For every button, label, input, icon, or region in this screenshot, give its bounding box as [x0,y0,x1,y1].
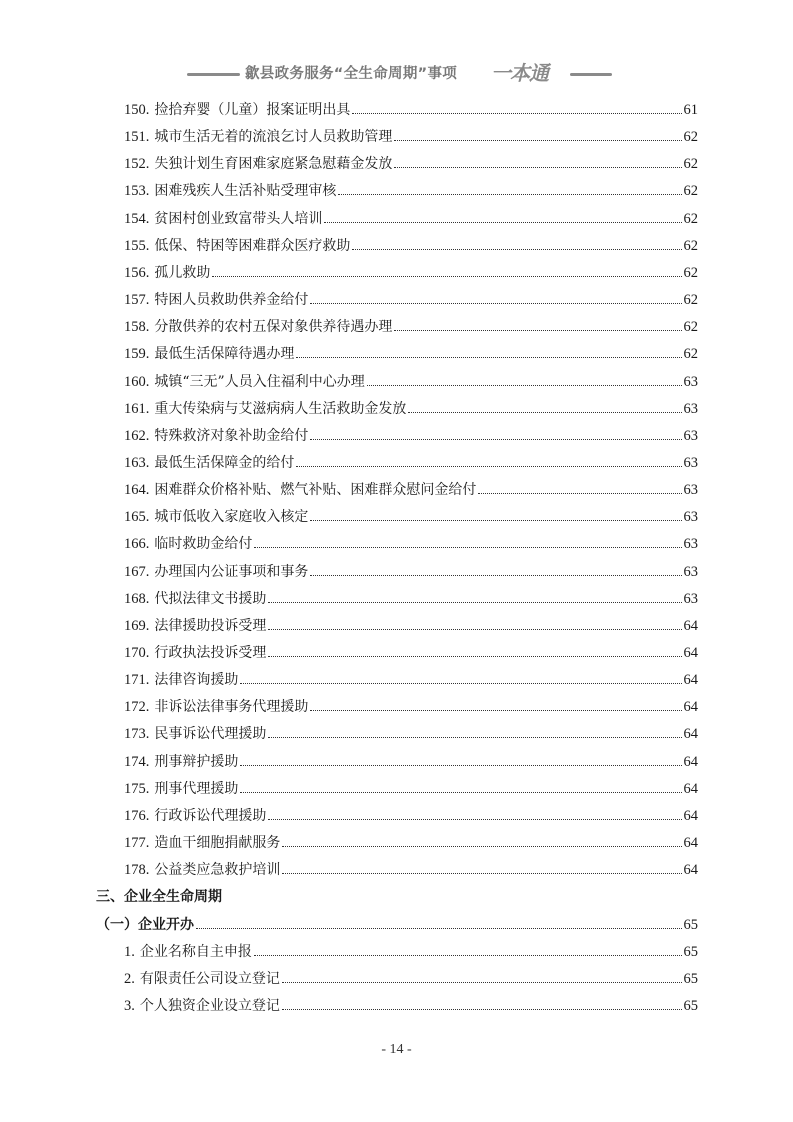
entry-number: 166. [124,536,150,553]
entry-title: 民事诉讼代理援助 [154,726,267,743]
dot-leader [268,737,681,738]
entry-number: 170. [124,645,150,661]
entry-title: 行政诉讼代理援助 [154,807,267,824]
page-ref: 64 [683,645,698,661]
dot-leader [352,249,681,250]
subsection-heading[interactable] [0,915,793,942]
toc-entry[interactable] [0,643,793,670]
dot-leader [196,928,682,929]
entry-number: 171. [124,672,150,689]
page-ref: 62 [683,183,698,200]
page-ref: 63 [683,400,698,417]
page-ref: 64 [683,835,698,852]
page-ref: 62 [683,346,698,363]
entry-number: 163. [124,454,150,471]
toc-entry[interactable] [0,127,793,154]
toc-entry[interactable] [0,616,793,643]
entry-number: 173. [124,726,150,743]
entry-number: 3. [124,997,135,1014]
dot-leader [268,629,681,630]
entry-title: 法律援助投诉受理 [154,617,267,634]
toc-entry[interactable] [0,209,793,236]
entry-number: 159. [124,346,150,363]
entry-title: 刑事代理援助 [154,780,239,797]
toc-entry[interactable] [0,806,793,833]
header-title: 歙县政务服务“全生命周期”事项 [245,66,458,82]
dot-leader [240,683,681,684]
entry-number: 2. [124,970,135,987]
page-ref: 62 [683,237,698,254]
toc-entry[interactable] [0,154,793,181]
dot-leader [394,167,681,168]
toc-entry[interactable] [0,833,793,860]
page-number: - 14 - [381,1042,412,1057]
entry-number: 168. [124,590,150,607]
page-ref: 63 [683,373,698,390]
page-ref: 63 [683,590,698,607]
toc-entry[interactable] [0,263,793,290]
toc-entry[interactable] [0,752,793,779]
entry-title: 低保、特困等困难群众医疗救助 [154,237,351,254]
entry-number: 176. [124,807,150,824]
toc-entry[interactable] [0,181,793,208]
page-ref: 64 [683,753,698,770]
dot-leader [282,982,682,983]
header-logo: 一本通 [491,61,548,85]
entry-title: 城市低收入家庭收入核定 [154,509,309,526]
dot-leader [394,140,681,141]
entry-title: 个人独资企业设立登记 [139,997,280,1014]
entry-number: 177. [124,835,150,852]
entry-title: 办理国内公证事项和事务 [154,563,309,580]
entry-title: 特殊救济对象补助金给付 [154,427,309,444]
entry-number: 162. [124,427,150,444]
entry-title: 城镇“三无”人员入住福利中心办理 [154,373,365,390]
header-divider-right [570,73,612,76]
toc-entry[interactable] [0,453,793,480]
entry-title: 行政执法投诉受理 [154,645,267,661]
toc-entry[interactable] [0,290,793,317]
toc-entry[interactable] [0,969,793,996]
page-ref: 63 [683,454,698,471]
dot-leader [268,656,681,657]
entry-title: 有限责任公司设立登记 [139,970,280,987]
entry-number: 158. [124,319,150,336]
toc-entry[interactable] [0,724,793,751]
dot-leader [310,575,681,576]
dot-leader [212,276,681,277]
entry-number: 157. [124,292,150,309]
entry-title: 贫困村创业致富带头人培训 [154,210,323,227]
page-ref: 63 [683,563,698,580]
entry-number: 167. [124,563,150,580]
entry-number: 169. [124,617,150,634]
dot-leader [282,1009,682,1010]
dot-leader [268,602,681,603]
page-ref: 63 [683,509,698,526]
page-ref: 64 [683,672,698,689]
page-ref: 63 [683,482,698,499]
section-heading[interactable]: 三、企业全生命周期 [96,889,222,906]
page-ref: 64 [683,699,698,716]
toc-entry[interactable] [0,399,793,426]
entry-number: 160. [124,373,150,390]
dot-leader [310,520,681,521]
page-ref: 65 [683,943,698,960]
entry-number: 161. [124,400,150,417]
page-ref: 62 [683,264,698,281]
dot-leader [240,765,681,766]
entry-title: 法律咨询援助 [154,672,239,689]
page-ref: 64 [683,617,698,634]
toc-entry[interactable] [0,507,793,534]
entry-title: 特困人员救助供养金给付 [154,292,309,309]
page-ref: 64 [683,807,698,824]
entry-title: 造血干细胞捐献服务 [154,835,281,852]
entry-number: 150. [124,102,150,118]
entry-title: 困难残疾人生活补贴受理审核 [154,183,337,200]
entry-number: 172. [124,699,150,716]
toc-entry[interactable] [0,779,793,806]
dot-leader [478,493,681,494]
toc-entry[interactable] [0,996,793,1023]
entry-title: 公益类应急救护培训 [154,862,281,879]
toc-entry[interactable] [0,100,793,127]
entry-number: 164. [124,482,150,499]
dot-leader [310,303,681,304]
entry-title: 捡拾弃婴（儿童）报案证明出具 [154,102,351,118]
dot-leader [352,113,681,114]
toc-entry[interactable] [0,372,793,399]
entry-title: 临时救助金给付 [154,536,253,553]
page-ref: 64 [683,726,698,743]
page-ref: 62 [683,292,698,309]
entry-title: 代拟法律文书援助 [154,590,267,607]
dot-leader [367,385,682,386]
page-ref: 64 [683,780,698,797]
toc-entry[interactable] [0,860,793,887]
entry-title: 困难群众价格补贴、燃气补贴、困难群众慰问金给付 [154,482,477,499]
page-ref: 64 [683,862,698,879]
entry-number: 154. [124,210,150,227]
entry-title: 失独计划生育困难家庭紧急慰藉金发放 [154,156,393,173]
entry-number: 174. [124,753,150,770]
toc-entry[interactable] [0,480,793,507]
entry-title: 最低生活保障待遇办理 [154,346,295,363]
page-ref: 62 [683,156,698,173]
entry-number: 178. [124,862,150,879]
dot-leader [408,412,681,413]
entry-number: 165. [124,509,150,526]
entry-number: 155. [124,237,150,254]
toc-entry[interactable] [0,562,793,589]
dot-leader [296,357,681,358]
entry-title: 孤儿救助 [154,264,211,281]
page-ref: 62 [683,129,698,146]
toc-entry[interactable] [0,344,793,371]
toc-entry[interactable] [0,317,793,344]
entry-number: 175. [124,780,150,797]
dot-leader [282,873,681,874]
header-divider-left [187,73,240,76]
entry-title: 企业名称自主申报 [139,943,252,960]
toc-entry[interactable] [0,589,793,616]
dot-leader [324,222,681,223]
page-ref: 65 [683,970,698,987]
toc-entry[interactable] [0,942,793,969]
page-ref: 62 [683,319,698,336]
toc-entry[interactable] [0,697,793,724]
entry-title: 重大传染病与艾滋病病人生活救助金发放 [154,400,407,417]
dot-leader [254,955,682,956]
dot-leader [240,792,681,793]
entry-title: 非诉讼法律事务代理援助 [154,699,309,716]
page-header [0,62,793,86]
dot-leader [296,466,681,467]
entry-number: 151. [124,129,150,146]
dot-leader [282,846,681,847]
toc-entry[interactable] [0,236,793,263]
dot-leader [254,547,681,548]
entry-number: 1. [124,943,135,960]
dot-leader [338,194,681,195]
entry-title: 城市生活无着的流浪乞讨人员救助管理 [154,129,393,146]
page-ref: 63 [683,536,698,553]
toc-entry[interactable] [0,670,793,697]
dot-leader [268,819,681,820]
entry-number: 153. [124,183,150,200]
toc-entry[interactable] [0,426,793,453]
dot-leader [310,439,681,440]
entry-number: 152. [124,156,150,173]
entry-title: （一）企业开办 [96,916,194,933]
page-ref: 63 [683,427,698,444]
entry-title: 最低生活保障金的给付 [154,454,295,471]
entry-number: 156. [124,264,150,281]
page-ref: 65 [683,916,698,933]
entry-title: 分散供养的农村五保对象供养待遇办理 [154,319,393,336]
dot-leader [394,330,681,331]
entry-title: 刑事辩护援助 [154,753,239,770]
page-ref: 62 [683,210,698,227]
dot-leader [310,710,681,711]
page-ref: 65 [683,997,698,1014]
page-ref: 61 [683,102,698,118]
toc-entry[interactable] [0,534,793,561]
